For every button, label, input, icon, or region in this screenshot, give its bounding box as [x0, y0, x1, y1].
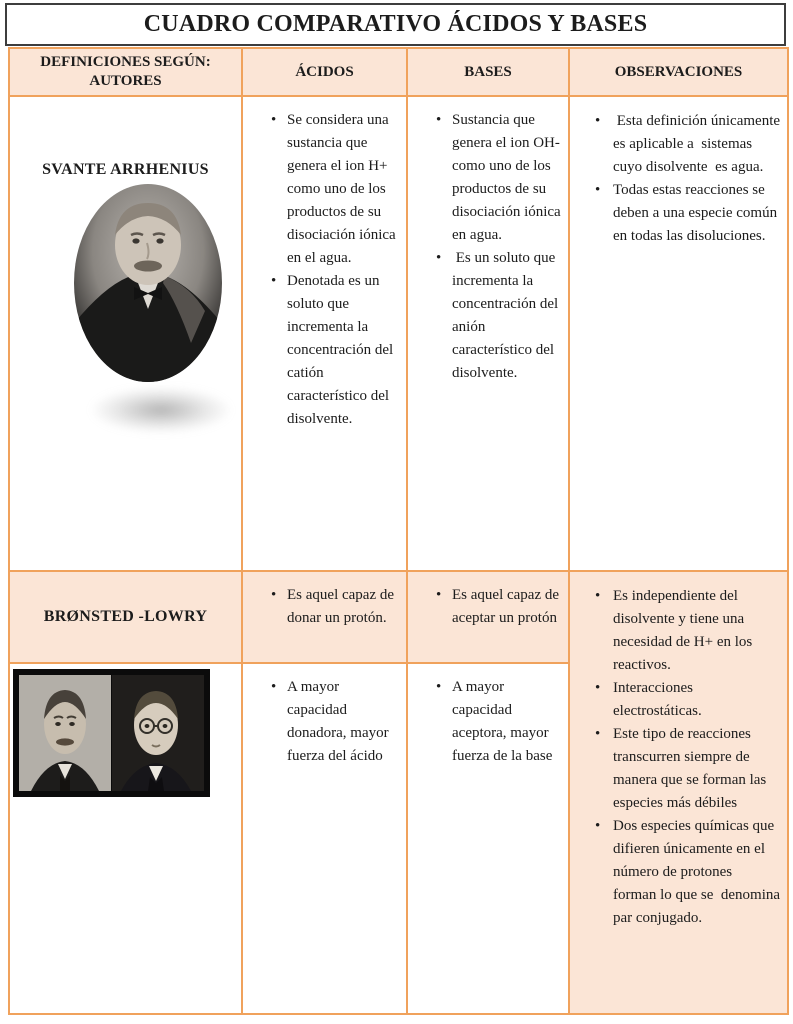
cell-bronsted-photo — [9, 663, 242, 1014]
bullet-item: • Es un soluto que incrementa la concentración del anión característico del disolvente. — [435, 247, 564, 385]
cell-arrhenius-author — [9, 96, 242, 571]
bronsted-lowry-photo-image — [13, 669, 210, 797]
row-bronsted-top — [9, 571, 788, 663]
cell-arrhenius-acidos — [242, 96, 407, 571]
bullet-item: • Interacciones electrostáticas. — [594, 677, 781, 723]
bullet-item: • Es independiente del disolvente y tiene una necesidad de H+ en los reactivos. — [594, 585, 781, 677]
document-title-box — [5, 3, 786, 46]
bullet-item: • Sustancia que genera el ion OH- como uno de los productos de su disociación iónica en agua. — [435, 109, 564, 247]
bullet-item: • Es aquel capaz de aceptar un protón — [435, 584, 564, 630]
bronsted-acidos-definition-list — [243, 572, 406, 630]
bullet-item: • A mayor capacidad aceptora, mayor fuerza de la base — [435, 676, 564, 768]
arrhenius-observaciones-list — [570, 97, 787, 248]
bullet-item: • Dos especies químicas que difieren únicamente en el número de protones forman lo que se denomina par conjugado. — [594, 815, 781, 930]
bullet-item: • Todas estas reacciones se deben a una especie común en todas las disoluciones. — [594, 179, 781, 248]
arrhenius-oval-portrait — [73, 183, 223, 383]
row-arrhenius — [9, 96, 788, 571]
cell-bronsted-bases-definition — [407, 571, 569, 663]
bronsted-lowry-photo — [13, 669, 210, 797]
bronsted-observaciones-list — [570, 572, 787, 930]
bullet-item: • Esta definición únicamente es aplicable a sistemas cuyo disolvente es agua. — [594, 110, 781, 179]
header-row — [9, 48, 788, 96]
arrhenius-portrait-image — [73, 183, 233, 453]
comparison-table — [8, 47, 789, 1015]
bronsted-acidos-detail-list — [243, 664, 406, 768]
col-header-bases: BASES — [407, 48, 569, 96]
bullet-item: • Este tipo de reacciones transcurren siempre de manera que se forman las especies más débiles — [594, 723, 781, 815]
bronsted-bases-detail-list — [408, 664, 568, 768]
bullet-item: • A mayor capacidad donadora, mayor fuerza del ácido — [270, 676, 402, 768]
col-header-acidos: ÁCIDOS — [242, 48, 407, 96]
bullet-item: • Denotada es un soluto que incrementa la concentración del catión característico del disolvente. — [270, 270, 402, 431]
bronsted-bases-definition-list — [408, 572, 568, 630]
arrhenius-bases-list — [408, 97, 568, 385]
col-header-observaciones: OBSERVACIONES — [569, 48, 788, 96]
cell-bronsted-bases-detail — [407, 663, 569, 1014]
author-name-bronsted-lowry: BRØNSTED -LOWRY — [43, 608, 208, 625]
col-header-definiciones-autores: DEFINICIONES SEGÚN: AUTORES — [9, 48, 242, 96]
cell-bronsted-observaciones — [569, 571, 788, 1014]
author-name-arrhenius: SVANTE ARRHENIUS — [42, 161, 209, 178]
cell-bronsted-acidos-detail — [242, 663, 407, 1014]
document-title: CUADRO COMPARATIVO ÁCIDOS Y BASES — [143, 11, 648, 37]
cell-arrhenius-bases — [407, 96, 569, 571]
bullet-item: • Es aquel capaz de donar un protón. — [270, 584, 402, 630]
cell-bronsted-acidos-definition — [242, 571, 407, 663]
bullet-item: • Se considera una sustancia que genera el ion H+ como uno de los productos de su disociación iónica en el agua. — [270, 109, 402, 270]
portrait-shadow — [91, 387, 231, 433]
cell-bronsted-author — [9, 571, 242, 663]
cell-arrhenius-observaciones — [569, 96, 788, 571]
arrhenius-acidos-list — [243, 97, 406, 431]
